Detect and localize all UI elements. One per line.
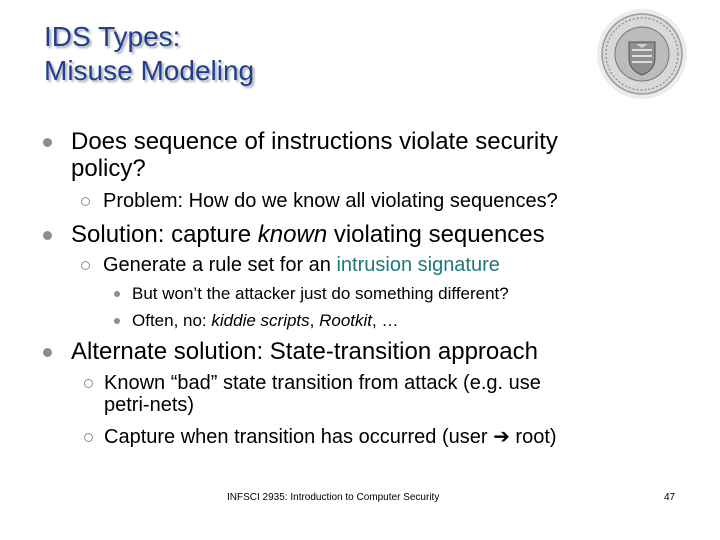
bullet-3-sub-2-prefix: Capture when transition has occurred (user: [104, 426, 494, 448]
bullet-ring-icon: [84, 433, 93, 442]
bullet-1: [43, 128, 683, 184]
bullet-3-sub-1-line-2: petri-nets): [104, 394, 195, 416]
page-number: 47: [664, 492, 676, 503]
footer-course-title: INFSCI 2935: Introduction to Computer Security: [227, 492, 440, 503]
bullet-ring-icon: [84, 379, 93, 388]
bullet-ring-icon: [81, 261, 90, 270]
bullet-2-sub-1-b-prefix: Often, no:: [132, 311, 212, 330]
bullet-1-sub-1-text: Problem: How do we know all violating sequences?: [103, 190, 558, 212]
title-line-1: IDS Types:: [44, 21, 181, 52]
title-line-2: Misuse Modeling: [44, 55, 255, 86]
bullet-3-sub-2-suffix: root): [509, 426, 557, 448]
bullet-dot-icon: [43, 348, 52, 357]
bullet-2-sub-1-a-text: But won’t the attacker just do something different?: [132, 284, 509, 303]
bullet-3-sub-1-line-1: Known “bad” state transition from attack (e.g. use: [104, 372, 541, 394]
bullet-1-line-2: policy?: [71, 155, 146, 182]
intrusion-signature-term: intrusion signature: [336, 254, 500, 276]
bullet-2-emphasis: known: [257, 221, 328, 248]
bullet-ring-icon: [81, 197, 90, 206]
bullet-dot-icon: [43, 138, 52, 147]
slide-title: [44, 20, 254, 88]
bullet-2-prefix: Solution: capture: [71, 221, 258, 248]
bullet-dot-icon: [114, 318, 120, 324]
bullet-dot-icon: [114, 291, 120, 297]
bullet-3-text: Alternate solution: State-transition approach: [71, 338, 538, 365]
bullet-2-sub-1-b-mid: ,: [309, 311, 320, 330]
bullet-2-sub-1-b-suffix: , …: [372, 311, 399, 330]
rootkit-term: Rootkit: [319, 311, 373, 330]
university-seal-icon: [596, 8, 688, 100]
right-arrow-icon: ➔: [493, 426, 510, 448]
bullet-1-line-1: Does sequence of instructions violate security: [71, 128, 558, 155]
bullet-2-suffix: violating sequences: [327, 221, 545, 248]
bullet-2-sub-1-prefix: Generate a rule set for an: [103, 254, 337, 276]
kiddie-scripts-term: kiddie scripts: [211, 311, 310, 330]
bullet-dot-icon: [43, 231, 52, 240]
